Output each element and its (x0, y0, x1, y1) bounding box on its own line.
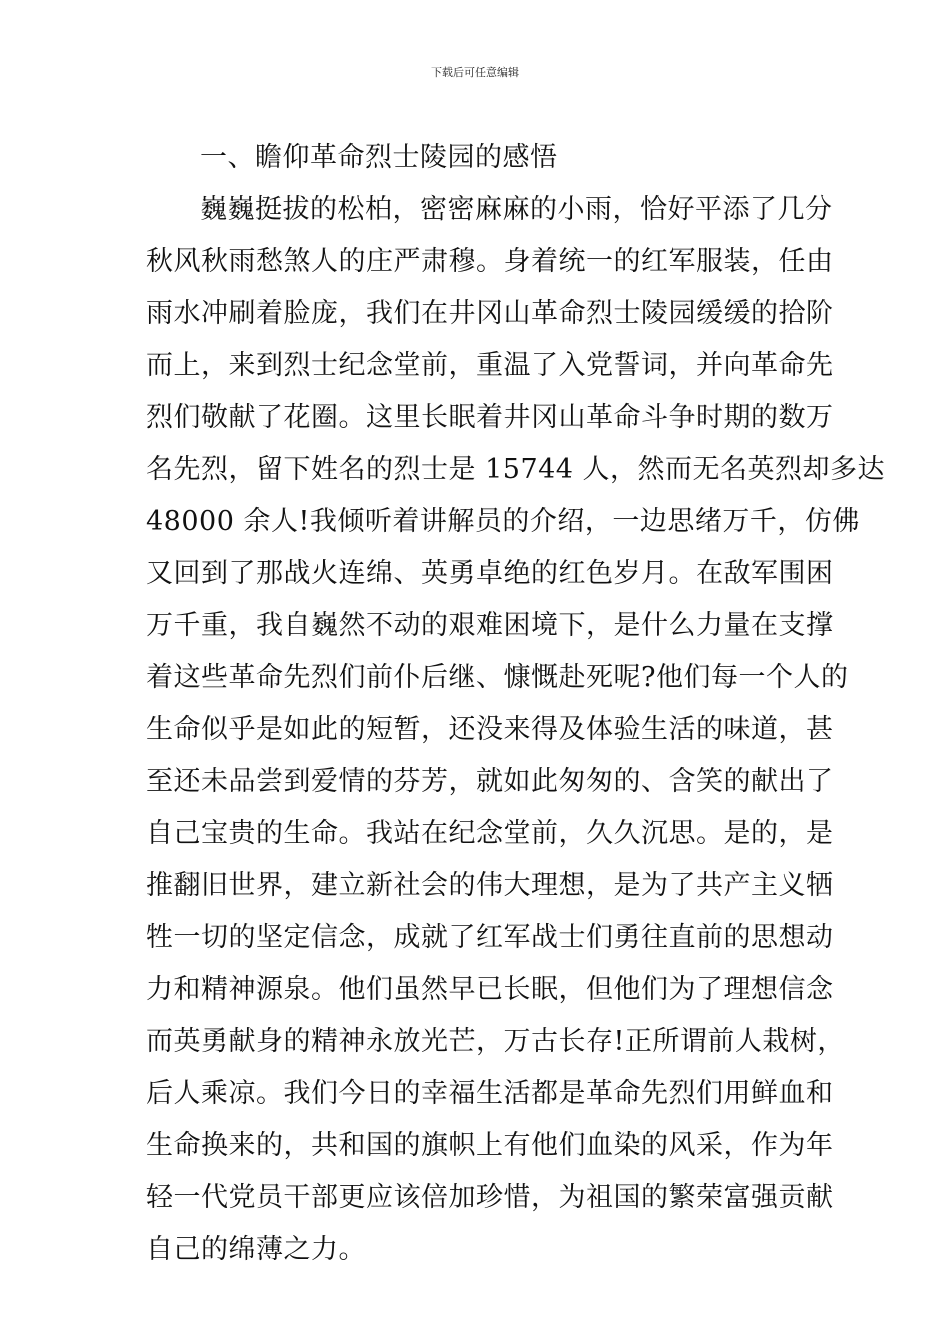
paragraph-line: 生命似乎是如此的短暂，还没来得及体验生活的味道，甚 (146, 714, 834, 745)
paragraph-line: 轻一代党员干部更应该倍加珍惜，为祖国的繁荣富强贡献 (146, 1182, 834, 1213)
paragraph-line: 万千重，我自巍然不动的艰难困境下，是什么力量在支撑 (146, 610, 834, 641)
paragraph-line: 着这些革命先烈们前仆后继、慷慨赴死呢?他们每一个人的 (146, 662, 849, 693)
paragraph-line: 秋风秋雨愁煞人的庄严肃穆。身着统一的红军服装，任由 (146, 246, 834, 277)
section-heading: 一、瞻仰革命烈士陵园的感悟 (200, 142, 558, 173)
paragraph-line: 名先烈，留下姓名的烈士是 15744 人，然而无名英烈却多达 (146, 454, 886, 485)
paragraph-line: 烈们敬献了花圈。这里长眠着井冈山革命斗争时期的数万 (146, 402, 834, 433)
page-header: 下载后可任意编辑 (431, 66, 519, 79)
paragraph-line: 自己宝贵的生命。我站在纪念堂前，久久沉思。是的，是 (146, 818, 834, 849)
paragraph-line: 48000 余人!我倾听着讲解员的介绍，一边思绪万千，仿佛 (146, 506, 860, 537)
paragraph-line: 后人乘凉。我们今日的幸福生活都是革命先烈们用鲜血和 (146, 1078, 834, 1109)
paragraph-line: 又回到了那战火连绵、英勇卓绝的红色岁月。在敌军围困 (146, 558, 834, 589)
paragraph-line: 牲一切的坚定信念，成就了红军战士们勇往直前的思想动 (146, 922, 834, 953)
paragraph-line: 而上，来到烈士纪念堂前，重温了入党誓词，并向革命先 (146, 350, 834, 381)
document-body (146, 132, 886, 1276)
paragraph-line: 生命换来的，共和国的旗帜上有他们血染的风采，作为年 (146, 1130, 834, 1161)
paragraph-line: 力和精神源泉。他们虽然早已长眠，但他们为了理想信念 (146, 974, 834, 1005)
paragraph-line: 巍巍挺拔的松柏，密密麻麻的小雨，恰好平添了几分 (200, 194, 833, 225)
paragraph-line: 雨水冲刷着脸庞，我们在井冈山革命烈士陵园缓缓的拾阶 (146, 298, 834, 329)
paragraph-line: 而英勇献身的精神永放光芒，万古长存!正所谓前人栽树， (146, 1026, 845, 1057)
paragraph-line: 至还未品尝到爱情的芬芳，就如此匆匆的、含笑的献出了 (146, 766, 834, 797)
paragraph-line: 推翻旧世界，建立新社会的伟大理想，是为了共产主义牺 (146, 870, 834, 901)
paragraph-line: 自己的绵薄之力。 (146, 1234, 366, 1265)
